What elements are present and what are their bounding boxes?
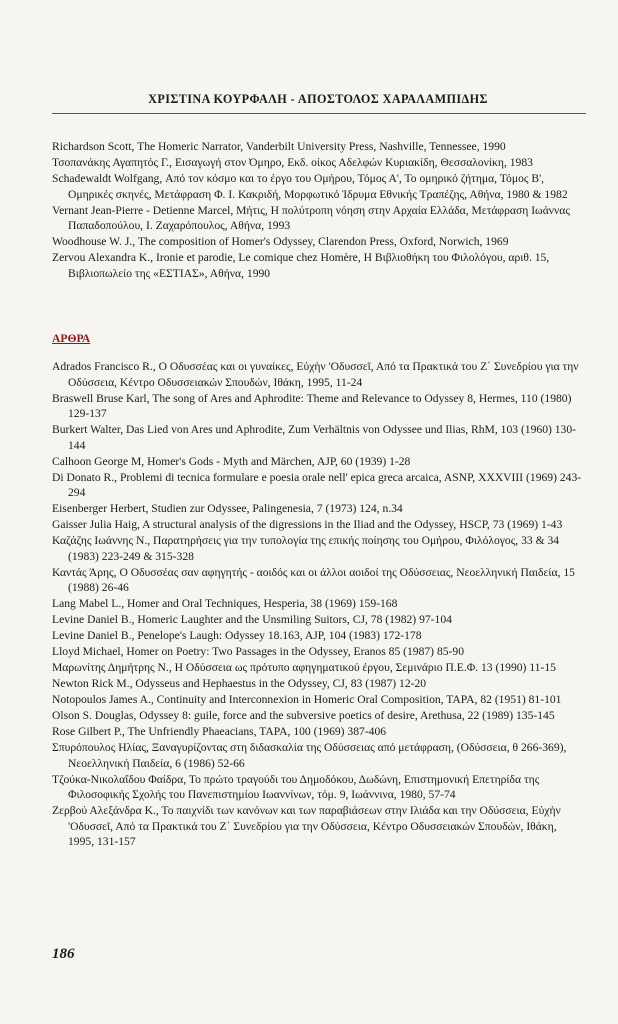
list-item: Eisenberger Herbert, Studien zur Odyssee, Palingenesia, 7 (1973) 124, n.34 (52, 502, 403, 515)
list-item: Olson S. Douglas, Odyssey 8: guile, force and the subversive poetics of desire, Arethusa, 22 (1989) 135-145 (52, 709, 555, 722)
list-item: Zervou Alexandra K., Ironie et parodie, Le comique chez Homère, Η Βιβλιοθήκη του Φιλολόγου, αριθ. 15, Βιβλιοπωλείο της «ΕΣΤΙΑΣ», Αθήνα, 1990 (52, 251, 550, 280)
list-item: Newton Rick M., Odysseus and Hephaestus in the Odyssey, CJ, 83 (1987) 12-20 (52, 677, 427, 690)
list-item: Braswell Bruse Karl, The song of Ares and Aphrodite: Theme and Relevance to Odyssey 8, Hermes, 110 (1980) 129-137 (52, 391, 572, 420)
list-item: Σπυρόπουλος Ηλίας, Ξαναγυρίζοντας στη διδασκαλία της Οδύσσειας από μετάφραση, (Οδύσσεια, θ 266-369), Νεοελληνική Παιδεία, 6 (1986) 52-66 (52, 741, 567, 770)
page-number: 186 (52, 946, 75, 962)
section-title: ΑΡΘΡΑ (52, 332, 91, 345)
list-item: Levine Daniel B., Homeric Laughter and the Unsmiling Suitors, CJ, 78 (1982) 97-104 (52, 613, 452, 626)
list-item: Schadewaldt Wolfgang, Από τον κόσμο και το έργο του Ομήρου, Τόμος Α', Το ομηρικό ζήτημα, Τόμος Β', Ομηρικές σκηνές, Μετάφραση Φ. Ι. Κακριδή, Μορφωτικό Ίδρυμα Εθνικής Τραπέζης, Αθήνα, 1980 & 1982 (52, 172, 568, 201)
list-item: Di Donato R., Problemi di tecnica formulare e poesia orale nell' epica greca arcaica, ASNP, XXXVIII (1969) 243-294 (52, 470, 582, 499)
list-item: Ζερβού Αλεξάνδρα Κ., Το παιχνίδι των κανόνων και των παραβιάσεων στην Ιλιάδα και την Οδύσσεια, Εὐχὴν 'Οδυσσεῖ, Από τα Πρακτικά του Ζ΄ Συνεδρίου για την Οδύσσεια, Κέντρο Οδυσσειακών Σπουδών, Ιθάκη, 1995, 131-157 (52, 804, 561, 848)
list-item: Burkert Walter, Das Lied von Ares und Aphrodite, Zum Verhältnis von Odyssee und Ilias, RhM, 103 (1960) 130-144 (52, 423, 577, 452)
list-item: Καντάς Άρης, Ο Οδυσσέας σαν αφηγητής - αοιδός και οι άλλοι αοιδοί της Οδύσσειας, Νεοελληνική Παιδεία, 15 (1988) 26-46 (52, 565, 575, 594)
list-item: Woodhouse W. J., The composition of Homer's Odyssey, Clarendon Press, Oxford, Norwich, 1969 (52, 235, 509, 248)
list-item: Μαρωνίτης Δημήτρης Ν., Η Οδύσσεια ως πρότυπο αφηγηματικού έργου, Σεμινάριο Π.Ε.Φ. 13 (1990) 11-15 (52, 661, 556, 674)
list-item: Rose Gilbert P., The Unfriendly Phaeacians, TAPA, 100 (1969) 387-406 (52, 725, 387, 738)
list-item: Calhoon George M, Homer's Gods - Myth and Märchen, AJP, 60 (1939) 1-28 (52, 454, 411, 468)
books-list (52, 139, 584, 282)
list-item: Lloyd Michael, Homer on Poetry: Two Passages in the Odyssey, Eranos 85 (1987) 85-90 (52, 645, 464, 658)
list-item: Gaisser Julia Haig, A structural analysis of the digressions in the Iliad and the Odyssey, HSCP, 73 (1969) 1-43 (52, 518, 563, 531)
list-item: Notopoulos James A., Continuity and Interconnexion in Homeric Oral Composition, TAPA, 82 (1951) 81-101 (52, 693, 562, 706)
list-item: Vernant Jean-Pierre - Detienne Marcel, Μήτις, Η πολύτροπη νόηση στην Αρχαία Ελλάδα, Μετάφραση Ιωάννας Παπαδοπούλου, Ι. Ζαχαρόπουλος, Αθήνα, 1993 (52, 203, 570, 232)
list-item: Adrados Francisco R., Ο Οδυσσέας και οι γυναίκες, Εὐχὴν 'Οδυσσεῖ, Από τα Πρακτικά του Ζ΄ Συνεδρίου για την Οδύσσεια, Κέντρο Οδυσσειακών Σπουδών, Ιθάκη, 1995, 11-24 (52, 360, 579, 389)
running-header: ΧΡΙΣΤΙΝΑ ΚΟΥΡΦΑΛΗ - ΑΠΟΣΤΟΛΟΣ ΧΑΡΑΛΑΜΠΙΔΗΣ (148, 92, 488, 106)
articles-list (52, 359, 584, 850)
list-item: Levine Daniel B., Penelope's Laugh: Odyssey 18.163, AJP, 104 (1983) 172-178 (52, 629, 422, 642)
list-item: Τζούκα-Νικολαΐδου Φαίδρα, Το πρώτο τραγούδι του Δημοδόκου, Δωδώνη, Επιστημονική Επετηρίδα της Φιλοσοφικής Σχολής του Πανεπιστημίου Ιωαννίνων, τόμ. 9, Ιωάννινα, 1980, 57-74 (52, 772, 540, 801)
list-item: Richardson Scott, The Homeric Narrator, Vanderbilt University Press, Nashville, Tennessee, 1990 (52, 140, 506, 153)
list-item: Καζάζης Ιωάννης Ν., Παρατηρήσεις για την τυπολογία της επικής ποίησης του Ομήρου, Φιλόλογος, 33 & 34 (1983) 223-249 & 315-328 (52, 534, 560, 563)
header-rule (52, 113, 586, 114)
list-item: Lang Mabel L., Homer and Oral Techniques, Hesperia, 38 (1969) 159-168 (52, 597, 398, 610)
list-item: Τσοπανάκης Αγαπητός Γ., Εισαγωγή στον Όμηρο, Εκδ. οίκος Αδελφών Κυριακίδη, Θεσσαλονίκη, 1983 (52, 156, 533, 169)
